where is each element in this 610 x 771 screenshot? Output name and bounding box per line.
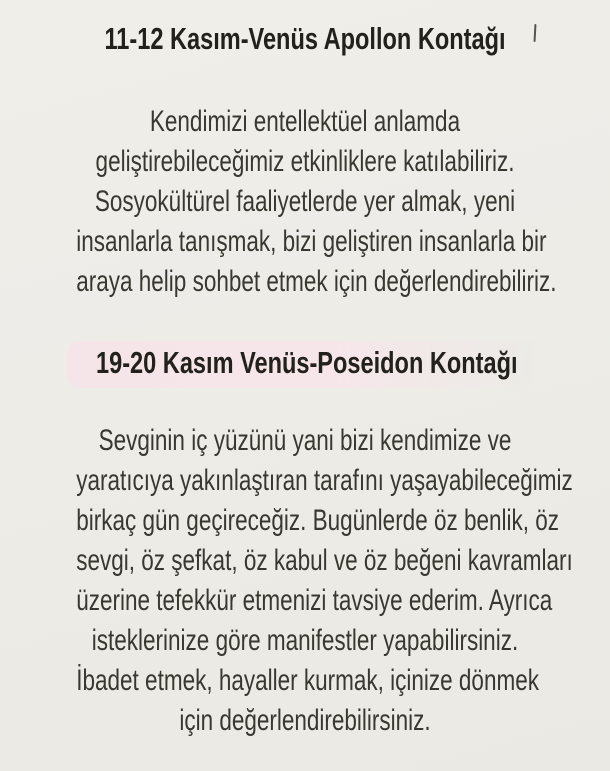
text-line: üzerine tefekkür etmenizi tavsiye ederim. Ayrıca <box>76 584 553 617</box>
text-line: Kendimizi entellektüel anlamda <box>149 105 461 138</box>
section-paragraph-venus-poseidon <box>76 421 573 741</box>
text-line: yaratıcıya yakınlaştıran tarafını yaşayabileceğimiz <box>76 464 573 497</box>
text-line: Sevginin iç yüzünü yani bizi kendimize ve <box>98 424 512 457</box>
text-line: İbadet etmek, hayaller kurmak, içinize dönmek <box>76 664 539 697</box>
text-line: insanlarla tanışmak, bizi geliştiren insanlarla bir <box>76 225 547 258</box>
section-heading-venus-apollon: 11-12 Kasım-Venüs Apollon Kontağı <box>104 21 506 56</box>
text-line: araya helip sohbet etmek için değerlendirebiliriz. <box>76 265 557 298</box>
text-line: geliştirebileceğimiz etkinliklere katılabiliriz. <box>95 145 515 178</box>
section-heading-venus-poseidon <box>73 341 537 388</box>
text-line: sevgi, öz şefkat, öz kabul ve öz beğeni kavramları <box>76 544 573 577</box>
text-line: Sosyokültürel faaliyetlerde yer almak, yeni <box>94 185 516 218</box>
text-line: birkaç gün geçireceğiz. Bugünlerde öz benlik, öz <box>76 504 560 537</box>
section-paragraph-venus-apollon <box>76 102 557 302</box>
text-line: isteklerinize göre manifestler yapabilirsiniz. <box>91 624 519 657</box>
heading-highlight: 19-20 Kasım Venüs-Poseidon Kontağı <box>67 341 549 388</box>
text-line: için değerlendirebilirsiniz. <box>179 704 431 737</box>
